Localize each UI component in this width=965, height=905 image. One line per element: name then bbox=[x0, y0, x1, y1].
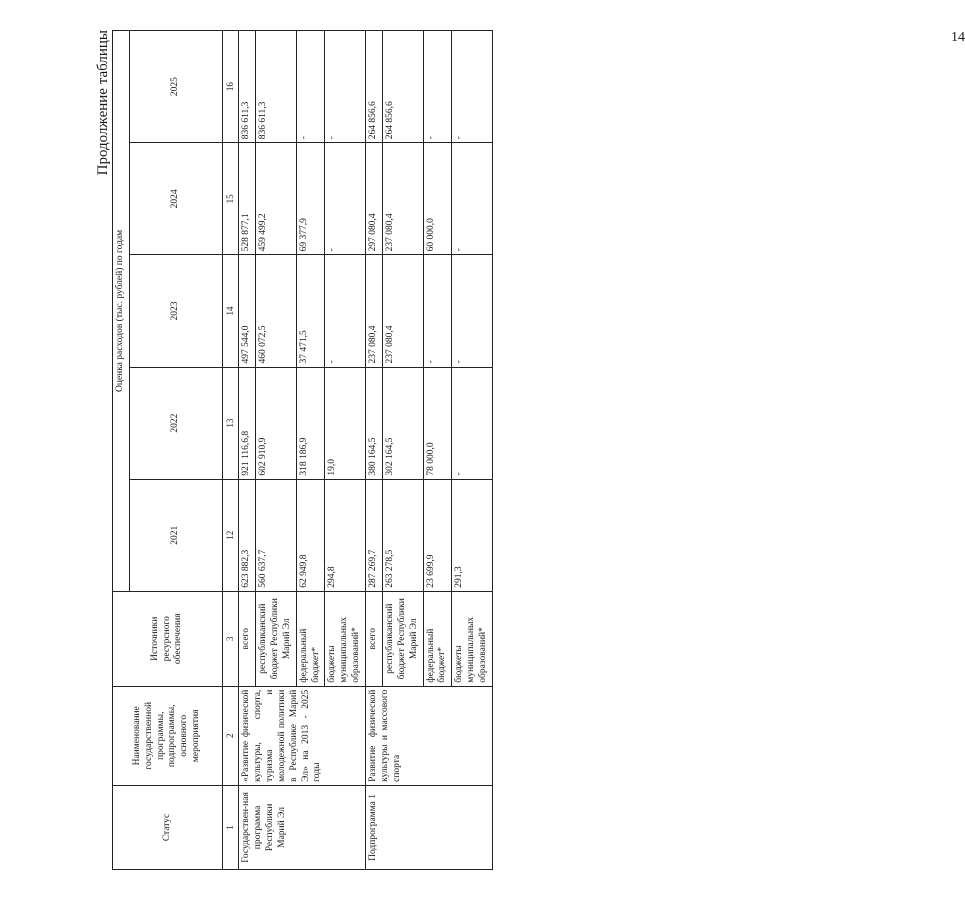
value-cell: - bbox=[452, 31, 493, 143]
value-cell: - bbox=[452, 143, 493, 255]
value-cell: 380 164,5 bbox=[366, 367, 383, 479]
value-cell: 60 000,0 bbox=[423, 143, 452, 255]
header-year: 2021 bbox=[129, 479, 222, 591]
value-cell: 560 637,7 bbox=[256, 479, 297, 591]
value-cell: 459 499,2 bbox=[256, 143, 297, 255]
value-cell: 264 856,6 bbox=[382, 31, 423, 143]
value-cell: 237 080,4 bbox=[382, 143, 423, 255]
column-number: 2 bbox=[222, 686, 238, 785]
value-cell: 78 000,0 bbox=[423, 367, 452, 479]
value-cell: 836 611,3 bbox=[256, 31, 297, 143]
value-cell: 237 080,4 bbox=[382, 255, 423, 367]
source-cell: бюджеты муниципальных образований* bbox=[325, 591, 366, 686]
header-name: Наименование государственной программы, подпрограммы, основного мероприятия bbox=[113, 686, 223, 785]
value-cell: 263 278,5 bbox=[382, 479, 423, 591]
program-name-cell: Развитие физической культуры и массового спорта bbox=[366, 686, 493, 785]
value-cell: 62 949,8 bbox=[296, 479, 325, 591]
value-cell: - bbox=[325, 255, 366, 367]
source-cell: всего bbox=[239, 591, 256, 686]
value-cell: - bbox=[296, 31, 325, 143]
status-cell: Государствен-ная программа Республики Марий Эл bbox=[239, 785, 366, 869]
value-cell: 623 882,3 bbox=[239, 479, 256, 591]
value-cell: 836 611,3 bbox=[239, 31, 256, 143]
header-year: 2024 bbox=[129, 143, 222, 255]
column-number: 13 bbox=[222, 367, 238, 479]
header-status: Статус bbox=[113, 785, 223, 869]
column-number: 15 bbox=[222, 143, 238, 255]
table-row bbox=[366, 31, 383, 870]
column-number-row bbox=[222, 31, 238, 870]
budget-table bbox=[112, 30, 493, 870]
value-cell: 921 116,6,8 bbox=[239, 367, 256, 479]
header-year: 2022 bbox=[129, 367, 222, 479]
value-cell: 528 877,1 bbox=[239, 143, 256, 255]
value-cell: 460 072,5 bbox=[256, 255, 297, 367]
value-cell: - bbox=[452, 367, 493, 479]
value-cell: 237 080,4 bbox=[366, 255, 383, 367]
value-cell: 37 471,5 bbox=[296, 255, 325, 367]
source-cell: всего bbox=[366, 591, 383, 686]
value-cell: 602 910,9 bbox=[256, 367, 297, 479]
column-number: 1 bbox=[222, 785, 238, 869]
source-cell: федеральный бюджет* bbox=[296, 591, 325, 686]
header-year: 2025 bbox=[129, 31, 222, 143]
source-cell: федеральный бюджет* bbox=[423, 591, 452, 686]
value-cell: 297 080,4 bbox=[366, 143, 383, 255]
value-cell: 318 186,9 bbox=[296, 367, 325, 479]
continuation-label: Продолжение таблицы bbox=[95, 30, 111, 176]
value-cell: 69 377,9 bbox=[296, 143, 325, 255]
table-row bbox=[239, 31, 256, 870]
value-cell: - bbox=[325, 31, 366, 143]
value-cell: 294,8 bbox=[325, 479, 366, 591]
group-subprogram-1 bbox=[366, 31, 493, 870]
source-cell: республиканский бюджет Республики Марий Эл bbox=[382, 591, 423, 686]
header-sources: Источники ресурсного обеспечения bbox=[113, 591, 223, 686]
status-cell: Подпрограмма 1 bbox=[366, 785, 493, 869]
value-cell: - bbox=[423, 255, 452, 367]
column-number: 3 bbox=[222, 591, 238, 686]
column-number: 16 bbox=[222, 31, 238, 143]
value-cell: - bbox=[423, 31, 452, 143]
source-cell: бюджеты муниципальных образований* bbox=[452, 591, 493, 686]
header-row-1 bbox=[113, 31, 130, 870]
header-year: 2023 bbox=[129, 255, 222, 367]
group-state-program bbox=[239, 31, 366, 870]
value-cell: 497 544,0 bbox=[239, 255, 256, 367]
value-cell: 264 856,6 bbox=[366, 31, 383, 143]
value-cell: - bbox=[325, 143, 366, 255]
value-cell: 287 269,7 bbox=[366, 479, 383, 591]
source-cell: республиканский бюджет Республики Марий Эл bbox=[256, 591, 297, 686]
header-estimate: Оценка расходов (тыс. рублей) по годам bbox=[113, 31, 130, 592]
value-cell: 23 699,9 bbox=[423, 479, 452, 591]
value-cell: 302 164,5 bbox=[382, 367, 423, 479]
program-name-cell: «Развитие физической культуры, спорта, туризма и молодежной политики в Республике Марий Эл» на 2013 - 2025 годы bbox=[239, 686, 366, 785]
column-number: 14 bbox=[222, 255, 238, 367]
page-number: 14 bbox=[951, 30, 965, 45]
column-number: 12 bbox=[222, 479, 238, 591]
value-cell: 19,0 bbox=[325, 367, 366, 479]
value-cell: 291,3 bbox=[452, 479, 493, 591]
value-cell: - bbox=[452, 255, 493, 367]
